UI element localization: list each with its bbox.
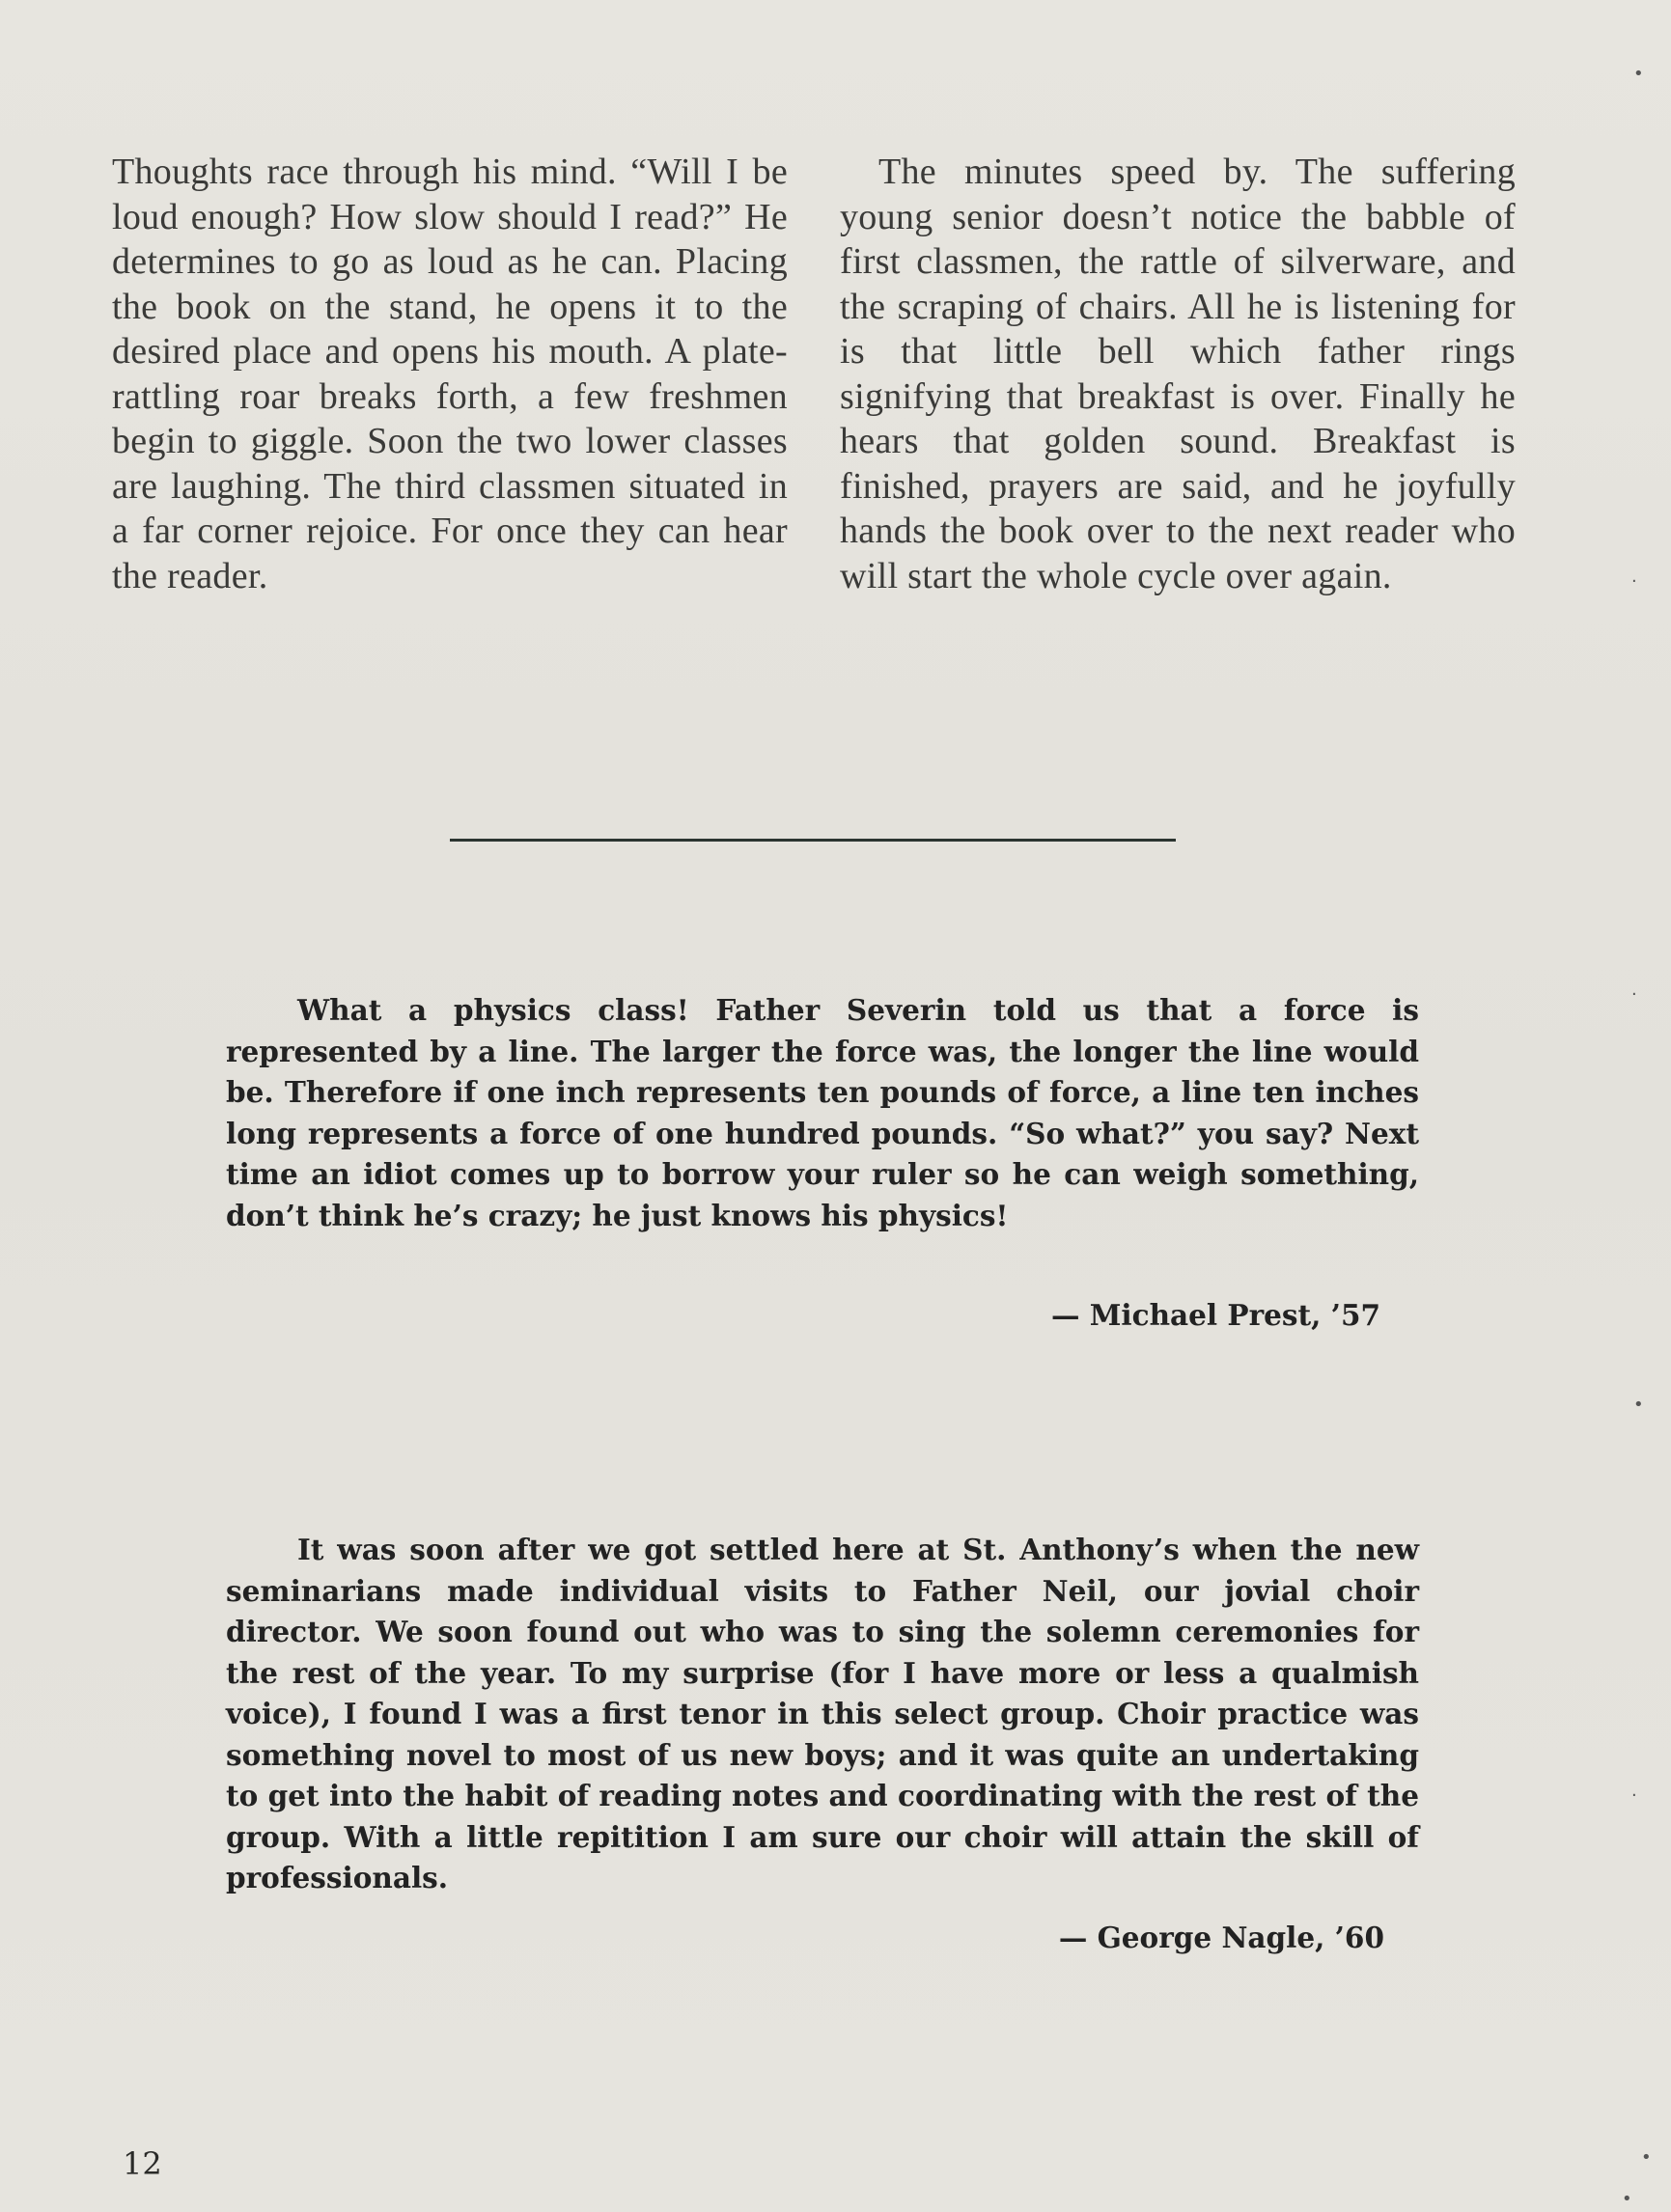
excerpt-byline: — Michael Prest, ’57 (1051, 1298, 1380, 1332)
section-divider (450, 839, 1176, 842)
scan-speck: · (1631, 984, 1637, 1005)
scan-speck: • (1633, 1395, 1644, 1415)
scan-speck: • (1641, 2147, 1652, 2168)
excerpt-choir (226, 1530, 1419, 1899)
scan-speck: · (1631, 1785, 1637, 1806)
article-paragraph-left: Thoughts race through his mind. “Will I be loud enough? How slow should I read?” He determines to go as loud as he can. Placing the book on the stand, he opens it to the desired place and opens his mouth. A plate-rattling roar breaks forth, a few freshmen begin to giggle. Soon the two lower classes are laughing. The third classmen situated in a far corner rejoice. For once they can hear the reader. (112, 152, 788, 596)
article-column-left (112, 150, 788, 598)
excerpt-physics-class (226, 990, 1419, 1236)
excerpt-byline: — George Nagle, ’60 (1058, 1921, 1384, 1954)
scan-speck: • (1633, 64, 1644, 84)
page-number: 12 (123, 2145, 162, 2182)
scan-speck: · (1631, 571, 1637, 592)
article-column-right (840, 150, 1516, 598)
excerpt-text: It was soon after we got settled here at St. Anthony’s when the new seminarians made individual visits to Father Neil, our jovial choir director. We soon found out who was to sing the solemn ceremonies for the rest of the year. To my surprise (for I have more or less a qualmish voice), I found I was a first tenor in this select group. Choir practice was something novel to most of us new boys; and it was quite an undertaking to get into the habit of reading notes and coordinating with the rest of the group. With a little repitition I am sure our choir will attain the skill of professionals. (226, 1533, 1419, 1894)
article-paragraph-right: The minutes speed by. The suffering young senior doesn’t notice the babble of first classmen, the rattle of silverware, and the scraping of chairs. All he is listening for is that little bell which father rings signifying that breakfast is over. Finally he hears that golden sound. Breakfast is finished, prayers are said, and he joyfully hands the book over to the next reader who will start the whole cycle over again. (840, 152, 1516, 596)
excerpt-text: What a physics class! Father Severin told us that a force is represented by a line. The larger the force was, the longer the line would be. Therefore if one inch represents ten pounds of force, a line ten inches long represents a force of one hundred pounds. “So what?” you say? Next time an idiot comes up to borrow your ruler so he can weigh something, don’t think he’s crazy; he just knows his physics! (226, 993, 1419, 1232)
scan-speck: • (1622, 2189, 1632, 2209)
